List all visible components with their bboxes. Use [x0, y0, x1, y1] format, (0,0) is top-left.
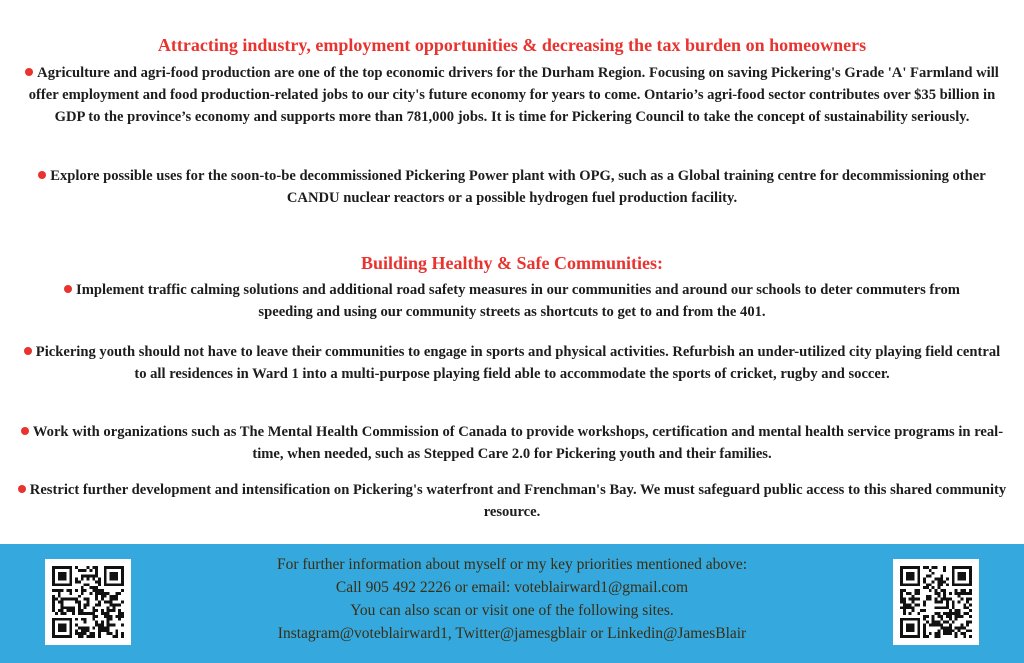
bullet-agriculture: Agriculture and agri-food production are one of the top economic drivers for the Durham Region. Focusing on saving Pickering's Grade 'A' Farmland will offer employment and food production-related jobs to our city's future economy for years to come. Ontario’s agri-food sector contributes over $35 billion in GDP to the province’s economy and supports more than 781,000 jobs. It is time for Pickering Council to take the concept of sustainability seriously.	[20, 62, 1004, 128]
bullet-youth-sports: Pickering youth should not have to leave their communities to engage in sports and physical activities. Refurbish an under-utilized city playing field central to all residences in Ward 1 into a multi-purpose playing field able to accommodate the sports of cricket, rugby and soccer.	[20, 341, 1004, 385]
bullet-dot-icon	[25, 68, 33, 76]
section-heading-industry: Attracting industry, employment opportunities & decreasing the tax burden on homeowners	[157, 35, 867, 55]
qr-code-left-icon	[52, 566, 124, 638]
bullet-dot-icon	[18, 485, 26, 493]
contact-phone-email[interactable]: Call 905 492 2226 or email: voteblairward1@gmail.com	[335, 579, 689, 596]
qr-code-icon[interactable]	[45, 559, 131, 645]
contact-scan-note: You can also scan or visit one of the following sites.	[350, 602, 674, 619]
bullet-dot-icon	[24, 347, 32, 355]
bullet-waterfront: Restrict further development and intensification on Pickering's waterfront and Frenchman's Bay. We must safeguard public access to this shared community resource.	[10, 479, 1014, 523]
qr-code-icon[interactable]	[893, 559, 979, 645]
contact-intro: For further information about myself or my key priorities mentioned above:	[276, 556, 748, 573]
bullet-dot-icon	[38, 171, 46, 179]
contact-info	[150, 553, 874, 645]
bullet-dot-icon	[21, 427, 29, 435]
qr-code-right-icon	[900, 566, 972, 638]
contact-social-links[interactable]: Instagram@voteblairward1, Twitter@jamesgblair or Linkedin@JamesBlair	[277, 625, 747, 642]
contact-footer	[0, 544, 1024, 663]
bullet-traffic-calming: Implement traffic calming solutions and additional road safety measures in our communities and around our schools to deter commuters from speeding and using our community streets as shortcuts to get to and from the 401.	[40, 279, 984, 323]
section-heading-communities: Building Healthy & Safe Communities:	[360, 253, 664, 273]
bullet-dot-icon	[64, 285, 72, 293]
bullet-mental-health: Work with organizations such as The Mental Health Commission of Canada to provide workshops, certification and mental health service programs in real-time, when needed, such as Stepped Care 2.0 for Pickering youth and their families.	[20, 421, 1004, 465]
bullet-power-plant: Explore possible uses for the soon-to-be decommissioned Pickering Power plant with OPG, such as a Global training centre for decommissioning other CANDU nuclear reactors or a possible hydrogen fuel production facility.	[30, 165, 994, 209]
